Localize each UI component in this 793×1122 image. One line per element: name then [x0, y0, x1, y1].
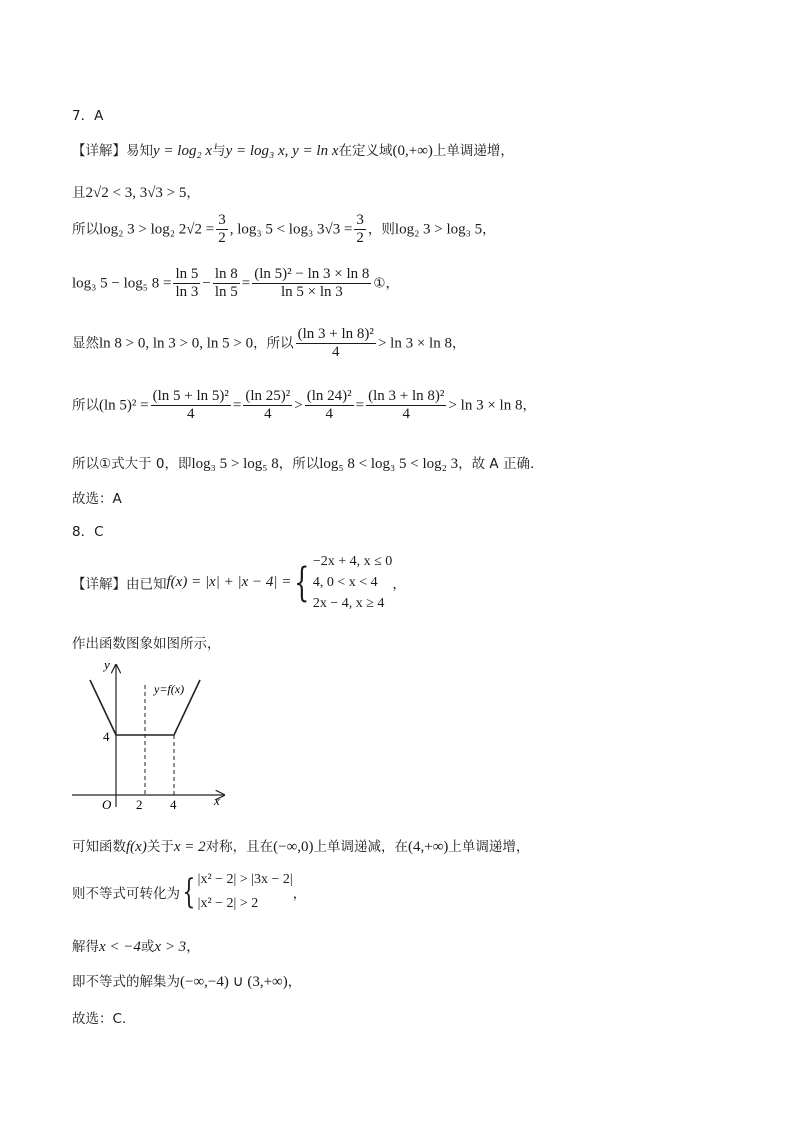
curve-label: y=f(x)	[154, 682, 185, 696]
function-graph	[64, 655, 244, 815]
q8-line-6: 即不等式的解集为(−∞,−4) ∪ (3,+∞)，	[72, 974, 302, 990]
fraction: $\frac{\text{(ln 24)²}}{4}$	[306, 388, 352, 422]
q7-line-3: 所以log₂ 3 > log₂ 2√2 = $\frac{3}{2}$ , log₃ 5 < log₃ 3√3 = $\frac{3}{2}$ ，则log₂ 3 > log₃ 5，	[72, 212, 496, 246]
fraction: $\frac{3}{2}$	[356, 212, 364, 246]
q7-line-7: 所以①式大于 0，即log₃ 5 > log₅ 8，所以log₅ 8 < log₃ 5 < log₂ 3，故 A 正确.	[72, 456, 535, 472]
tick-y-4: 4	[103, 729, 110, 744]
q7-line-6: 所以(ln 5)² = $\frac{\text{(ln 5 + ln 5)²}}{4}$ = $\frac{\text{(ln 25)²}}{4}$ > $\frac{\text{(ln 24)²}}{4}$ = $\frac{\text{(ln 3 + ln 8)²}}{4}$ > ln 3 × ln 8，	[72, 388, 536, 422]
fraction: $\frac{\text{(ln 5)² − ln 3 × ln 8}}{\ln 5 \times \ln 3}$	[254, 266, 370, 300]
q7-heading: 7．A	[72, 108, 104, 124]
q8-heading: 8．C	[72, 524, 104, 540]
fraction: $\frac{\ln 5}{\ln 3}$	[175, 266, 199, 300]
fraction: $\frac{\text{(ln 25)²}}{4}$	[245, 388, 291, 422]
origin-label: O	[102, 797, 112, 812]
y-axis-label: y	[104, 657, 110, 672]
q7-line-4: log₃ 5 − log₅ 8 = $\frac{\ln 5}{\ln 3}$ − $\frac{\ln 8}{\ln 5}$ = $\frac{\text{(ln 5)² − ln 3 × ln 8}}{\ln 5 \times \ln 3}$ ①，	[72, 266, 400, 300]
q8-line-2: 作出函数图象如图所示，	[72, 636, 221, 652]
piecewise-cases: −2x + 4, x ≤ 0 4, 0 < x < 4 2x − 4, x ≥ 4	[312, 554, 393, 611]
q8-line-5: 解得x < −4或x > 3，	[72, 939, 200, 955]
q8-answer: 故选：C.	[72, 1011, 127, 1027]
left-brace: {	[294, 559, 310, 606]
fraction: $\frac{3}{2}$	[218, 212, 226, 246]
q8-line-1: 【详解】由已知f(x) = |x| + |x − 4| ={ −2x + 4, x ≤ 0 4, 0 < x < 4 2x − 4, x ≥ 4 ，	[72, 551, 406, 614]
fraction: $\frac{\ln 8}{\ln 5}$	[214, 266, 238, 300]
fraction: $\frac{\text{(ln 5 + ln 5)²}}{4}$	[152, 388, 229, 422]
left-brace: {	[182, 872, 196, 912]
q7-line-2: 且2√2 < 3, 3√3 > 5，	[72, 185, 200, 201]
tick-x-4: 4	[170, 797, 177, 812]
fraction: $\frac{\text{(ln 3 + ln 8)²}}{4}$	[297, 326, 374, 360]
x-axis-label: x	[214, 793, 220, 808]
q7-line-5: 显然ln 8 > 0, ln 3 > 0, ln 5 > 0，所以 $\frac{\text{(ln 3 + ln 8)²}}{4}$ > ln 3 × ln 8，	[72, 326, 466, 360]
inequality-system: |x² − 2| > |3x − 2| |x² − 2| > 2	[197, 872, 293, 911]
fraction: $\frac{\text{(ln 3 + ln 8)²}}{4}$	[368, 388, 445, 422]
q8-line-4: 则不等式可转化为{ |x² − 2| > |3x − 2| |x² − 2| > 2 ，	[72, 868, 306, 916]
tick-x-2: 2	[136, 797, 143, 812]
q7-line-1: 【详解】易知y = log₂ x与y = log₃ x, y = ln x在定义域(0,+∞)上单调递增，	[72, 143, 514, 159]
q7-answer: 故选：A	[72, 491, 122, 507]
q8-line-3: 可知函数f(x)关于x = 2对称，且在(−∞,0)上单调递减，在(4,+∞)上单调递增，	[72, 839, 530, 855]
